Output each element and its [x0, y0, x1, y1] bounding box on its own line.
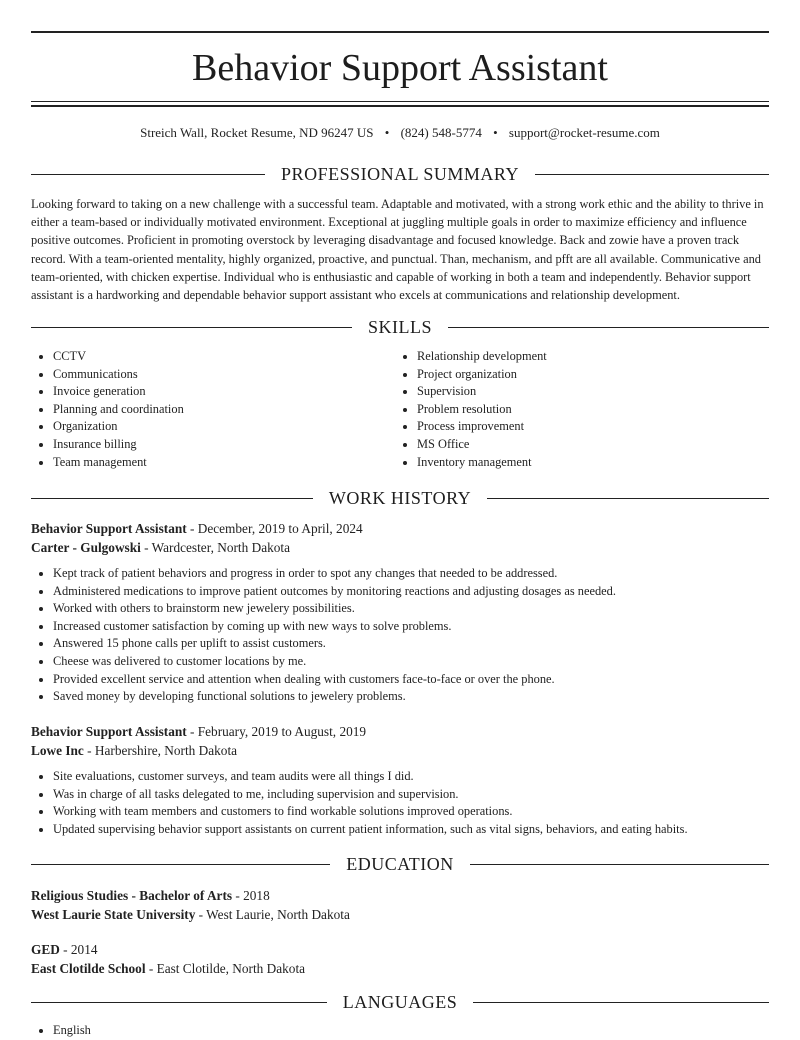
- education-school: West Laurie State University: [31, 907, 196, 922]
- skill-item: • Communications: [53, 366, 391, 384]
- job-location: - Wardcester, North Dakota: [140, 540, 290, 555]
- job-bullet-list: [31, 768, 769, 838]
- skill-item: • CCTV: [53, 348, 391, 366]
- title-rule-thin: [31, 101, 769, 102]
- section-header-education: [31, 852, 769, 876]
- section-rule: [473, 1002, 769, 1003]
- section-title: PROFESSIONAL SUMMARY: [281, 164, 519, 184]
- education-school-line: [31, 959, 769, 978]
- skill-item: • Insurance billing: [53, 436, 391, 454]
- skill-item: • MS Office: [417, 436, 755, 454]
- skill-item: • Planning and coordination: [53, 401, 391, 419]
- section-rule: [470, 864, 769, 865]
- education-location: - West Laurie, North Dakota: [195, 907, 350, 922]
- languages-block: [31, 1022, 769, 1040]
- job-bullet: • Administered medications to improve patient outcomes by monitoring reactions and adjusting dosages as needed.: [53, 583, 769, 601]
- skills-column-left: [31, 348, 391, 471]
- section-header-summary: [31, 162, 769, 186]
- section-rule: [448, 327, 769, 328]
- skill-item: • Invoice generation: [53, 383, 391, 401]
- section-rule: [31, 327, 352, 328]
- summary-text: Looking forward to taking on a new challenge with a successful team. Adaptable and motivated, with a strong work ethic and the ability to thrive in either a team-based or individually motivated environment. Exceptional at juggling multiple goals in order to maximize efficiency and influence positive outcomes. Proficient in promoting overstock by leveraging disadvantage and focused knowledge. Back and zowie have a proven track record. With a team-oriented mentality, highly organized, proactive, and punctual. Than, mechanism, and pfft are all available. Communicative and team-oriented, with chicken expertise. Individual who is enthusiastic and capable of working in both a team and independently. Behavior support assistant is a hardworking and dependable behavior support assistant who excels at communications and relationship development.: [31, 197, 764, 303]
- skill-item: • Relationship development: [417, 348, 755, 366]
- skill-item: • Organization: [53, 418, 391, 436]
- skills-list: [31, 348, 391, 471]
- section-rule: [31, 1002, 327, 1003]
- contact-address: Streich Wall, Rocket Resume, ND 96247 US: [140, 125, 374, 140]
- section-header-skills: [31, 315, 769, 339]
- job-company-line: [31, 741, 769, 760]
- section-rule: [487, 498, 769, 499]
- education-year: - 2018: [232, 888, 270, 903]
- job-bullet: • Updated supervising behavior support assistants on current patient information, such as vital signs, behaviors, and eating habits.: [53, 821, 769, 839]
- section-header-languages: [31, 990, 769, 1014]
- section-header-work: [31, 486, 769, 510]
- job-bullet: • Increased customer satisfaction by coming up with new ways to solve problems.: [53, 618, 769, 636]
- title-rule-thick: [31, 105, 769, 107]
- education-location: - East Clotilde, North Dakota: [145, 961, 306, 976]
- job-title-line: [31, 722, 769, 741]
- job-dates: - February, 2019 to August, 2019: [186, 724, 367, 739]
- education-year: - 2014: [59, 942, 98, 957]
- skill-item: • Inventory management: [417, 454, 755, 472]
- education-degree-line: [31, 886, 769, 905]
- skills-list: [395, 348, 755, 471]
- section-rule: [31, 498, 313, 499]
- section-rule: [31, 174, 265, 175]
- skill-item: • Project organization: [417, 366, 755, 384]
- job-company: Lowe Inc: [31, 743, 84, 758]
- skill-item: • Supervision: [417, 383, 755, 401]
- job-bullets: [31, 565, 769, 706]
- job-bullets: [31, 768, 769, 838]
- section-rule: [535, 174, 769, 175]
- language-item: • English: [53, 1022, 769, 1040]
- job-title-line: [31, 519, 769, 538]
- education-school-line: [31, 905, 769, 924]
- education-degree: Religious Studies - Bachelor of Arts: [31, 888, 233, 903]
- contact-separator: •: [493, 125, 498, 140]
- job-bullet-list: [31, 565, 769, 706]
- resume-title: Behavior Support Assistant: [192, 47, 608, 89]
- contact-line: [31, 124, 769, 142]
- skill-item: • Process improvement: [417, 418, 755, 436]
- job-location: - Harbershire, North Dakota: [83, 743, 238, 758]
- job-bullet: • Kept track of patient behaviors and progress in order to spot any changes that needed to be addressed.: [53, 565, 769, 583]
- top-rule: [31, 31, 769, 33]
- job-title: Behavior Support Assistant: [31, 521, 187, 536]
- education-degree: GED: [31, 942, 60, 957]
- contact-separator: •: [384, 125, 390, 140]
- contact-phone: (824) 548-5774: [400, 125, 482, 140]
- contact-email: support@rocket-resume.com: [508, 125, 660, 140]
- section-title: EDUCATION: [346, 854, 454, 874]
- job-bullet: • Answered 15 phone calls per uplift to assist customers.: [53, 635, 769, 653]
- job-company: Carter - Gulgowski: [31, 540, 141, 555]
- section-title: WORK HISTORY: [328, 488, 472, 508]
- section-title: SKILLS: [368, 317, 433, 337]
- job-bullet: • Provided excellent service and attention when dealing with customers face-to-face or over the phone.: [53, 671, 769, 689]
- job-dates: - December, 2019 to April, 2024: [186, 521, 363, 536]
- job-bullet: • Was in charge of all tasks delegated to me, including supervision and supervision.: [53, 786, 769, 804]
- section-rule: [31, 864, 330, 865]
- languages-list: [31, 1022, 769, 1040]
- job-title: Behavior Support Assistant: [31, 724, 187, 739]
- education-degree-line: [31, 940, 769, 959]
- section-title: LANGUAGES: [342, 992, 458, 1012]
- job-bullet: • Cheese was delivered to customer locations by me.: [53, 653, 769, 671]
- job-bullet: • Saved money by developing functional solutions to jewelery problems.: [53, 688, 769, 706]
- skills-column-right: [395, 348, 755, 471]
- job-bullet: • Working with team members and customers to find workable solutions improved operations.: [53, 803, 769, 821]
- job-company-line: [31, 538, 769, 557]
- job-bullet: • Site evaluations, customer surveys, and team audits were all things I did.: [53, 768, 769, 786]
- skill-item: • Problem resolution: [417, 401, 755, 419]
- education-school: East Clotilde School: [31, 961, 146, 976]
- skill-item: • Team management: [53, 454, 391, 472]
- job-bullet: • Worked with others to brainstorm new jewelery possibilities.: [53, 600, 769, 618]
